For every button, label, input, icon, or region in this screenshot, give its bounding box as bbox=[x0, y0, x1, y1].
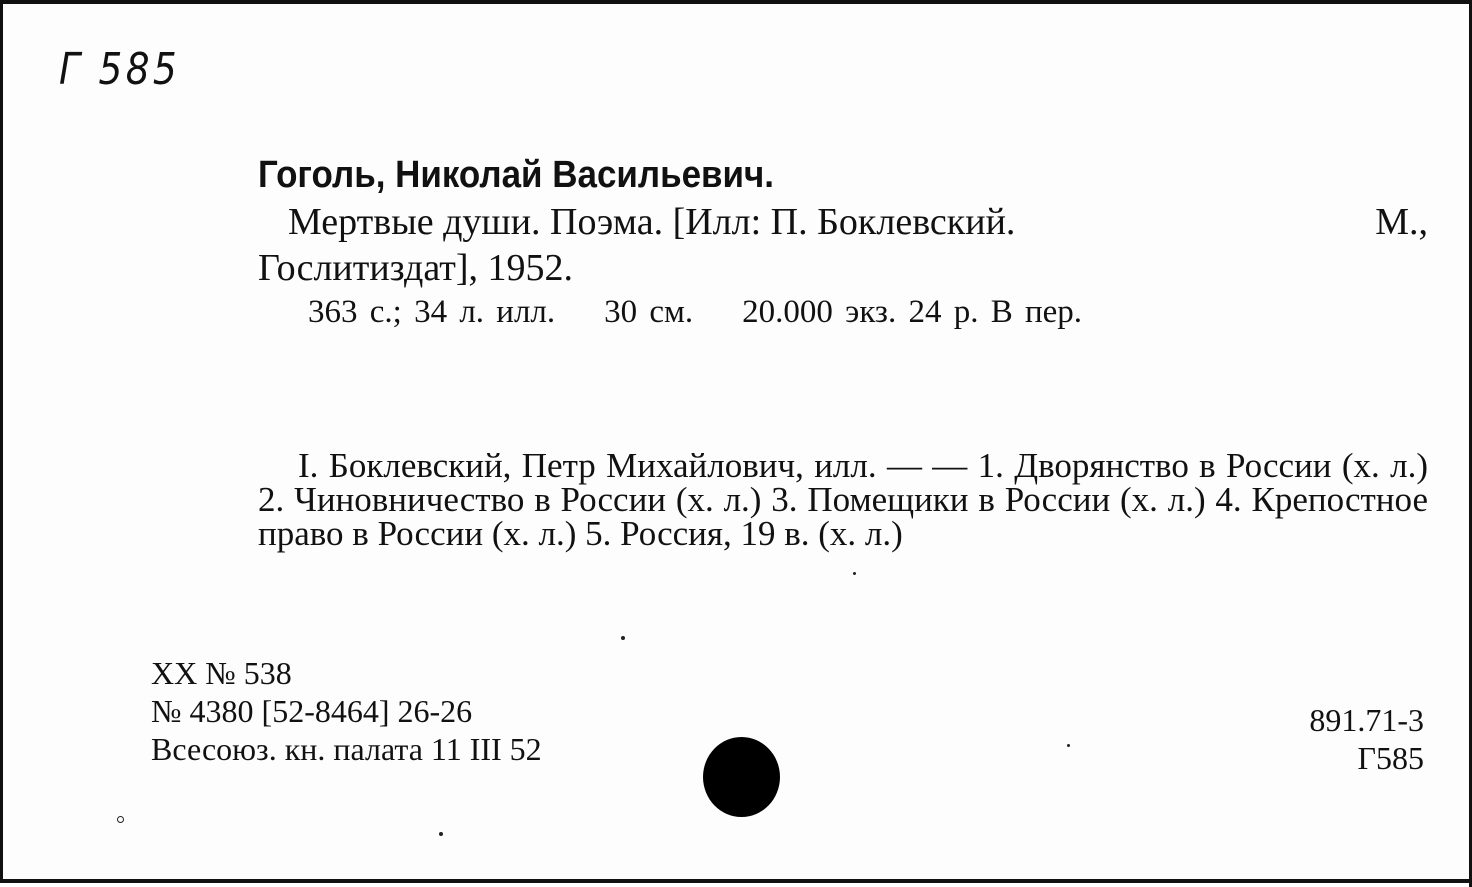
registration-line-2: № 4380 [52-8464] 26-26 bbox=[151, 693, 473, 729]
handwritten-shelfmark: Г 585 bbox=[59, 44, 181, 95]
publisher-year: Гослитиздат], 1952. bbox=[258, 247, 573, 289]
punch-hole bbox=[703, 737, 780, 817]
ink-speck bbox=[117, 816, 124, 823]
ink-speck bbox=[853, 572, 856, 575]
subject-text: I. Боклевский, Петр Михайлович, илл. — — 1. Дворянство в России (х. л.) 2. Чиновничество в России (х. л.) 3. Помещики в России (х. л.) 4. Крепостное право в России (х. л.) 5. Россия, 19 в. (х. л.) bbox=[258, 446, 1428, 553]
classification-code: 891.71-3 bbox=[1309, 702, 1424, 738]
publication-place: М., bbox=[1375, 201, 1428, 243]
title-text: Мертвые души. Поэма. [Илл: П. Боклевский. bbox=[288, 201, 1016, 243]
subject-headings bbox=[258, 446, 1428, 553]
classification-mark: Г585 bbox=[1357, 740, 1424, 776]
ink-speck bbox=[621, 636, 625, 640]
author-heading: Гоголь, Николай Васильевич. bbox=[258, 154, 775, 196]
classification-block bbox=[1309, 701, 1424, 777]
title-statement bbox=[288, 200, 1428, 244]
registration-block bbox=[151, 654, 542, 768]
registration-line-3: Всесоюз. кн. палата 11 III 52 bbox=[151, 731, 542, 767]
collation: 363 с.; 34 л. илл. 30 см. 20.000 экз. 24 р. В пер. bbox=[308, 294, 1083, 330]
ink-speck bbox=[439, 832, 443, 836]
ink-speck bbox=[1067, 744, 1070, 747]
registration-line-1: XX № 538 bbox=[151, 655, 292, 691]
